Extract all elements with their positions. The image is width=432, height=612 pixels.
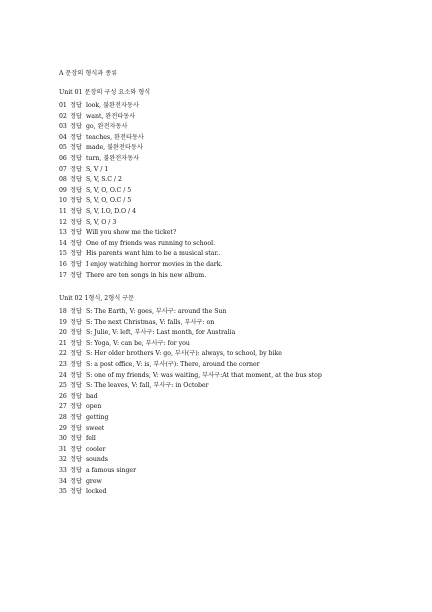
answer-row — [59, 101, 369, 112]
answer-label: 정답 — [70, 403, 82, 411]
answer-number: 06 — [59, 154, 67, 162]
unit-02-answer-list — [59, 307, 369, 498]
answer-number: 28 — [59, 414, 67, 422]
answer-label: 정답 — [70, 144, 82, 152]
answer-text: go, 완전자동사 — [85, 123, 128, 131]
answer-label: 정답 — [70, 207, 82, 215]
answer-label: 정답 — [70, 424, 82, 432]
answer-text: a famous singer — [85, 467, 137, 474]
answer-row — [59, 165, 369, 176]
answer-row — [59, 175, 369, 186]
answer-text: made, 불완전타동사 — [85, 144, 143, 152]
answer-text: S, V, O, O.C / 5 — [85, 197, 132, 205]
answer-row — [59, 249, 369, 260]
answer-label: 정답 — [70, 382, 82, 390]
answer-text: getting — [85, 414, 109, 422]
answer-number: 19 — [59, 318, 67, 326]
answer-number: 21 — [59, 339, 67, 347]
answer-label: 정답 — [70, 250, 82, 258]
answer-row — [59, 339, 369, 350]
answer-label: 정답 — [70, 102, 82, 109]
answer-label: 정답 — [70, 361, 82, 369]
answer-text: grew — [85, 477, 102, 485]
answer-number: 17 — [59, 271, 67, 279]
answer-row — [59, 371, 369, 382]
answer-number: 14 — [59, 239, 67, 247]
answer-number: 35 — [59, 488, 67, 496]
answer-label: 정답 — [70, 477, 82, 485]
answer-row — [59, 271, 369, 282]
answer-row — [59, 228, 369, 239]
answer-label: 정답 — [70, 218, 82, 226]
answer-label: 정답 — [70, 350, 82, 358]
answer-number: 26 — [59, 392, 67, 400]
answer-number: 02 — [59, 112, 67, 120]
answer-number: 33 — [59, 467, 67, 474]
answer-label: 정답 — [70, 339, 82, 347]
answer-number: 07 — [59, 165, 67, 173]
answer-number: 32 — [59, 456, 67, 464]
answer-text: S, V, S.C / 2 — [85, 176, 122, 184]
answer-row — [59, 307, 369, 318]
answer-row — [59, 154, 369, 165]
answer-text: cooler — [85, 445, 106, 453]
answer-label: 정답 — [70, 229, 82, 237]
answer-text: want, 완전타동사 — [85, 112, 136, 120]
answer-text: sweet — [85, 424, 105, 432]
answer-row — [59, 455, 369, 466]
answer-text: S, V, O / 3 — [85, 218, 117, 226]
answer-label: 정답 — [70, 271, 82, 279]
unit-02-title: Unit 02 1형식, 2형식 구문 — [59, 295, 135, 303]
answer-row — [59, 218, 369, 229]
answer-label: 정답 — [70, 329, 82, 337]
answer-label: 정답 — [70, 445, 82, 453]
answer-number: 01 — [59, 102, 67, 109]
answer-number: 11 — [59, 207, 67, 215]
answer-number: 20 — [59, 329, 67, 337]
answer-row — [59, 260, 369, 271]
answer-text: open — [85, 403, 102, 411]
answer-number: 23 — [59, 361, 67, 369]
answer-label: 정답 — [70, 176, 82, 184]
answer-row — [59, 186, 369, 197]
answer-row — [59, 466, 369, 477]
answer-label: 정답 — [70, 112, 82, 120]
answer-row — [59, 413, 369, 424]
answer-text: I enjoy watching horror movies in the dark. — [85, 260, 223, 268]
answer-row — [59, 392, 369, 403]
answer-number: 10 — [59, 197, 67, 205]
answer-text: S: The next Christmas, V: falls, 부사구: on — [85, 318, 215, 326]
answer-text: look, 불완전자동사 — [85, 102, 139, 109]
answer-label: 정답 — [70, 308, 82, 316]
answer-label: 정답 — [70, 133, 82, 141]
answer-row — [59, 133, 369, 144]
answer-row — [59, 477, 369, 488]
answer-number: 16 — [59, 260, 67, 268]
answer-row — [59, 424, 369, 435]
answer-label: 정답 — [70, 371, 82, 379]
answer-row — [59, 122, 369, 133]
answer-number: 03 — [59, 123, 67, 131]
answer-label: 정답 — [70, 414, 82, 422]
answer-number: 13 — [59, 229, 67, 237]
answer-row — [59, 318, 369, 329]
answer-number: 22 — [59, 350, 67, 358]
answer-number: 18 — [59, 308, 67, 316]
answer-text: S: The leaves, V: fall, 부사구: in October — [85, 382, 209, 390]
answer-row — [59, 402, 369, 413]
answer-row — [59, 196, 369, 207]
answer-number: 04 — [59, 133, 67, 141]
answer-label: 정답 — [70, 488, 82, 496]
answer-number: 27 — [59, 403, 67, 411]
answer-label: 정답 — [70, 392, 82, 400]
answer-text: S, V / 1 — [85, 165, 109, 173]
unit-01-answer-list — [59, 101, 369, 281]
answer-text: S: Her older brothers V: go, 부사(구): always, to school, by bike — [85, 350, 282, 358]
answer-row — [59, 487, 369, 498]
answer-row — [59, 349, 369, 360]
answer-text: fell — [85, 435, 96, 443]
answer-label: 정답 — [70, 435, 82, 443]
answer-number: 34 — [59, 477, 67, 485]
answer-row — [59, 328, 369, 339]
answer-label: 정답 — [70, 123, 82, 131]
answer-text: There are ten songs in his new album. — [85, 271, 207, 279]
answer-number: 25 — [59, 382, 67, 390]
answer-number: 15 — [59, 250, 67, 258]
answer-text: S: Yoga, V: can be, 부사구: for you — [85, 339, 190, 347]
answer-text: S: one of my friends, V: was waiting, 부사구:At that moment, at the bus stop — [85, 371, 322, 379]
answer-row — [59, 207, 369, 218]
answer-label: 정답 — [70, 197, 82, 205]
answer-label: 정답 — [70, 165, 82, 173]
answer-text: S: a post office, V: is, 부사(구): There, around the corner — [85, 361, 260, 369]
answer-text: His parents want him to be a musical star.. — [85, 250, 221, 258]
answer-number: 05 — [59, 144, 67, 152]
answer-label: 정답 — [70, 154, 82, 162]
answer-label: 정답 — [70, 467, 82, 474]
answer-label: 정답 — [70, 318, 82, 326]
answer-row — [59, 445, 369, 456]
answer-text: S, V, I.O, D.O / 4 — [85, 207, 137, 215]
answer-row — [59, 360, 369, 371]
answer-text: teaches, 완전타동사 — [85, 133, 144, 141]
answer-row — [59, 143, 369, 154]
answer-label: 정답 — [70, 239, 82, 247]
answer-row — [59, 239, 369, 250]
answer-row — [59, 434, 369, 445]
answer-text: Will you show me the ticket? — [85, 229, 177, 237]
answer-text: S: Julie, V: left, 부사구: Last month, for Australia — [85, 329, 236, 337]
answer-number: 09 — [59, 186, 67, 194]
answer-number: 08 — [59, 176, 67, 184]
answer-number: 24 — [59, 371, 67, 379]
answer-text: S, V, O, O.C / 5 — [85, 186, 132, 194]
section-title: A 문장의 형식과 종류 — [59, 70, 118, 77]
unit-01-title: Unit 01 문장의 구성 요소와 형식 — [59, 89, 151, 96]
answer-key-page — [59, 69, 369, 498]
answer-number: 30 — [59, 435, 67, 443]
answer-text: bad — [85, 392, 98, 400]
answer-label: 정답 — [70, 456, 82, 464]
answer-text: S: The Earth, V: goes, 부사구: around the Sun — [85, 308, 227, 316]
answer-row — [59, 381, 369, 392]
answer-text: One of my friends was running to school. — [85, 239, 216, 247]
answer-label: 정답 — [70, 186, 82, 194]
answer-row — [59, 112, 369, 123]
answer-text: sounds — [85, 456, 108, 464]
answer-number: 29 — [59, 424, 67, 432]
answer-number: 12 — [59, 218, 67, 226]
answer-label: 정답 — [70, 260, 82, 268]
answer-text: turn, 불완전자동사 — [85, 154, 140, 162]
answer-number: 31 — [59, 445, 67, 453]
answer-text: locked — [85, 488, 107, 496]
